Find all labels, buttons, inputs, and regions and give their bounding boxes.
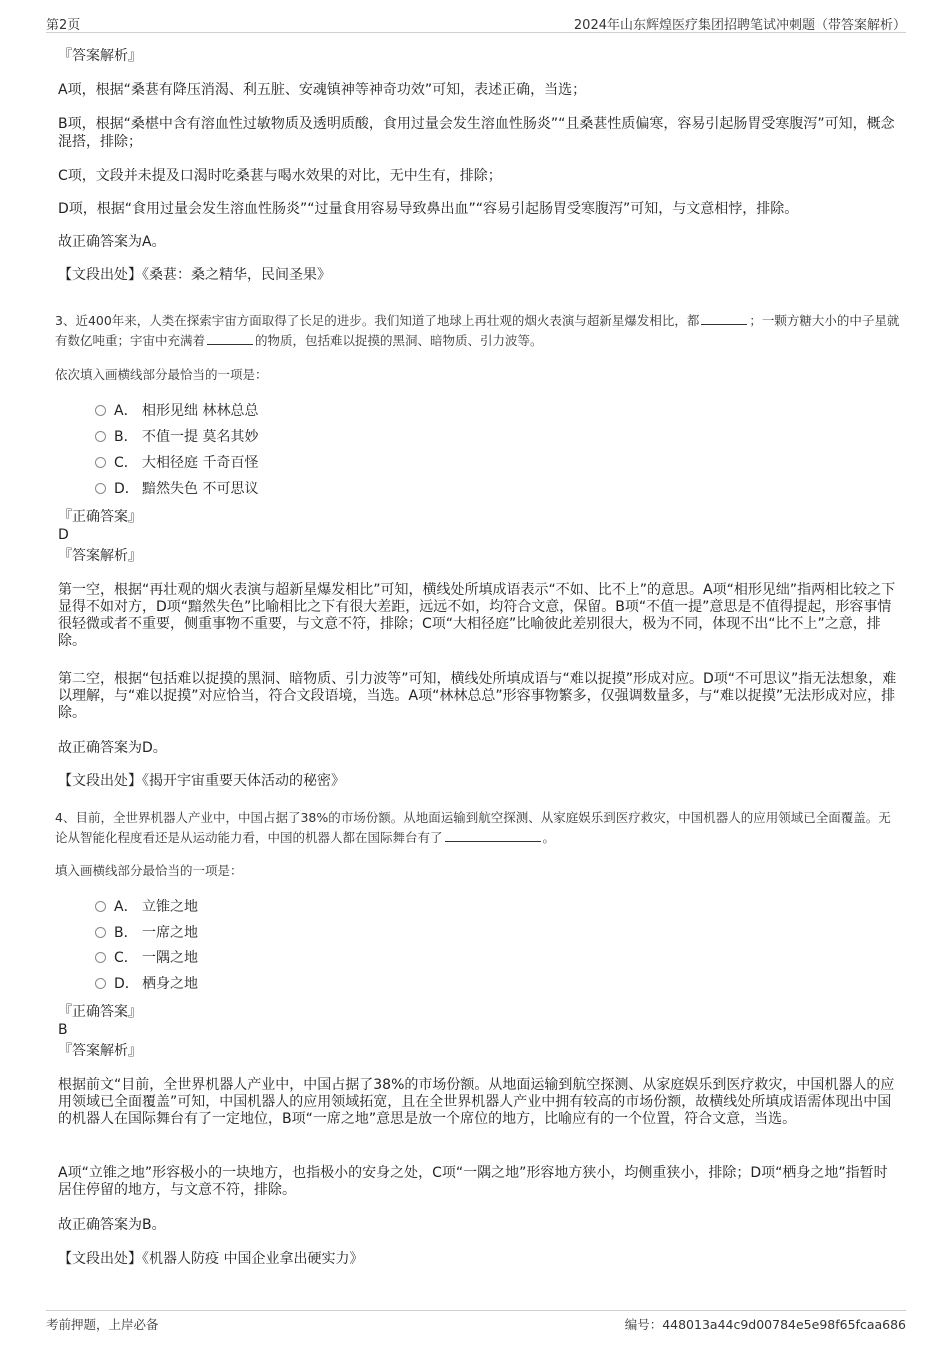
radio-icon[interactable] [95, 978, 106, 989]
analysis-para: A项，根据“桑葚有降压消渴、利五脏、安魂镇神等神奇功效”可知，表述正确，当选； [58, 82, 587, 98]
blank-line [445, 828, 541, 842]
document-title: 2024年山东辉煌医疗集团招聘笔试冲刺题（带答案解析） [573, 18, 906, 33]
page-footer [46, 1310, 906, 1335]
analysis-para: B项，根据“桑椹中含有溶血性过敏物质及透明质酸，食用过量会发生溶血性肠炎”“且桑葚性质偏寒，容易引起肠胃受寒腹泻”可知，概念混搭，排除； [58, 116, 895, 150]
option-c[interactable]: C． 大相径庭 千奇百怪 [95, 454, 258, 472]
option-d[interactable]: D． 黯然失色 不可思议 [95, 480, 258, 498]
correct-answer-label: 『正确答案』 [58, 1004, 142, 1020]
question-prompt: 依次填入画横线部分最恰当的一项是： [55, 367, 268, 382]
question-stem: 3、近400年来，人类在探索宇宙方面取得了长足的进步。我们知道了地球上再壮观的烟火表演与超新星爆发相比，都 ；一颗方糖大小的中子星就有数亿吨重；宇宙中充满着 的物质，包括难以捉摸的黑洞、暗物质、引力波等。 [55, 313, 900, 348]
question-stem: 4、目前，全世界机器人产业中，中国占据了38%的市场份额。从地面运输到航空探测、从家庭娱乐到医疗救灾，中国机器人的应用领域已全面覆盖。无论从智能化程度看还是从运动能力看，中国的机器人都在国际舞台有了 。 [55, 810, 891, 845]
radio-icon[interactable] [95, 405, 106, 416]
question-prompt: 填入画横线部分最恰当的一项是： [55, 863, 243, 878]
radio-icon[interactable] [95, 431, 106, 442]
page-header [46, 12, 906, 33]
blank-line [207, 331, 253, 345]
document-id: 编号：448013a44c9d00784e5e98f65fcaa686 [624, 1317, 906, 1332]
conclusion: 故正确答案为B。 [58, 1217, 166, 1233]
option-a[interactable]: A． 相形见绌 林林总总 [95, 402, 258, 420]
analysis-para: 第一空，根据“再壮观的烟火表演与超新星爆发相比”可知，横线处所填成语表示“不如、比不上”的意思。A项“相形见绌”指两相比较之下显得不如对方，D项“黯然失色”比喻相比之下有很大差距，远远不如，均符合文意，保留。B项“不值一提”意思是不值得提起，形容事情很轻微或者不重要，侧重事物不重要，与文意不符，排除；C项“大相径庭”比喻彼此差别很大，极为不同，体现不出“比不上”之意，排除。 [58, 582, 896, 649]
correct-answer: D [58, 527, 69, 543]
analysis-para: C项，文段并未提及口渴时吃桑葚与喝水效果的对比，无中生有，排除； [58, 168, 502, 184]
source: 【文段出处】《揭开宇宙重要天体活动的秘密》 [58, 773, 345, 789]
correct-answer: B [58, 1022, 68, 1038]
analysis-label: 『答案解析』 [58, 1043, 142, 1059]
footer-slogan: 考前押题，上岸必备 [46, 1317, 159, 1332]
blank-line [701, 311, 747, 325]
radio-icon[interactable] [95, 927, 106, 938]
radio-icon[interactable] [95, 457, 106, 468]
conclusion: 故正确答案为D。 [58, 740, 167, 756]
analysis-para: D项，根据“食用过量会发生溶血性肠炎”“过量食用容易导致鼻出血”“容易引起肠胃受寒腹泻”可知，与文意相悖，排除。 [58, 201, 799, 217]
radio-icon[interactable] [95, 901, 106, 912]
analysis-label: 『答案解析』 [58, 48, 142, 64]
option-d[interactable]: D． 栖身之地 [95, 975, 198, 993]
option-b[interactable]: B． 不值一提 莫名其妙 [95, 428, 258, 446]
conclusion: 故正确答案为A。 [58, 234, 166, 250]
analysis-para: 第二空，根据“包括难以捉摸的黑洞、暗物质、引力波等”可知，横线处所填成语与“难以捉摸”形成对应。D项“不可思议”指无法想象，难以理解，与“难以捉摸”对应恰当，符合文段语境，当选。A项“林林总总”形容事物繁多，仅强调数量多，与“难以捉摸”无法形成对应，排除。 [58, 671, 897, 721]
analysis-para: 根据前文“目前，全世界机器人产业中，中国占据了38%的市场份额。从地面运输到航空探测、从家庭娱乐到医疗救灾，中国机器人的应用领域已全面覆盖”可知，中国机器人的应用领域拓宽，且在全世界机器人产业中拥有较高的市场份额，故横线处所填成语需体现出中国的机器人在国际舞台有了一定地位，B项“一席之地”意思是放一个席位的地方，比喻应有的一个位置，符合文意，当选。 [58, 1077, 895, 1127]
page-number: 第2页 [46, 18, 81, 33]
option-c[interactable]: C． 一隅之地 [95, 949, 198, 967]
option-b[interactable]: B． 一席之地 [95, 924, 198, 942]
radio-icon[interactable] [95, 483, 106, 494]
analysis-label: 『答案解析』 [58, 548, 142, 564]
analysis-para: A项“立锥之地”形容极小的一块地方，也指极小的安身之处，C项“一隅之地”形容地方狭小，均侧重狭小，排除；D项“栖身之地”指暂时居住停留的地方，与文意不符，排除。 [58, 1165, 888, 1198]
source: 【文段出处】《机器人防疫 中国企业拿出硬实力》 [58, 1251, 364, 1267]
correct-answer-label: 『正确答案』 [58, 509, 142, 525]
option-a[interactable]: A． 立锥之地 [95, 898, 198, 916]
source: 【文段出处】《桑葚：桑之精华，民间圣果》 [58, 267, 331, 283]
radio-icon[interactable] [95, 952, 106, 963]
